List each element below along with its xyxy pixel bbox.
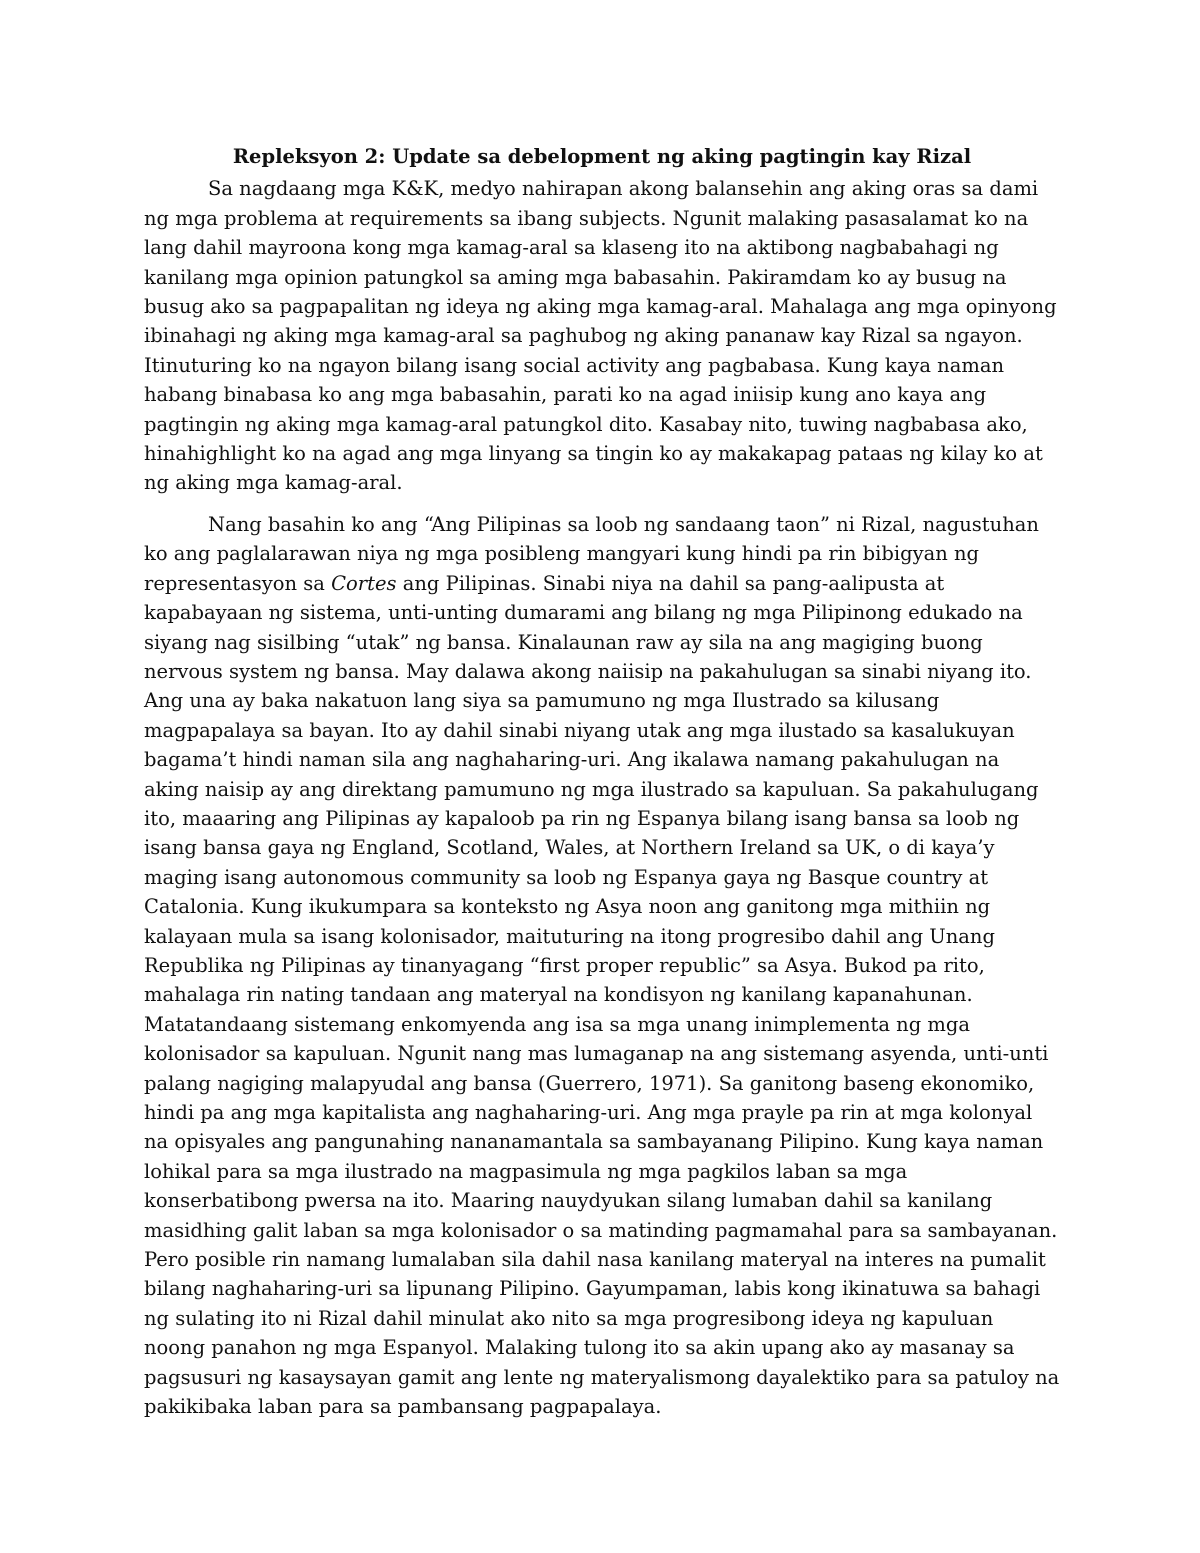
- paragraph-1: Sa nagdaang mga K&K, medyo nahirapan akong balansehin ang aking oras sa dami ng mga problema at requirements sa ibang subjects. Ngunit malaking pasasalamat ko na lang dahil mayroona kong mga kamag-aral sa klaseng ito na aktibong nagbabahagi ng kanilang mga opinion patungkol sa aming mga babasahin. Pakiramdam ko ay busug na busug ako sa pagpapalitan ng ideya ng aking mga kamag-aral. Mahalaga ang mga opinyong ibinahagi ng aking mga kamag-aral sa paghubog ng aking pananaw kay Rizal sa ngayon. Itinuturing ko na ngayon bilang isang social activity ang pagbabasa. Kung kaya naman habang binabasa ko ang mga babasahin, parati ko na agad iniisip kung ano kaya ang pagtingin ng aking mga kamag-aral patungkol dito. Kasabay nito, tuwing nagbabasa ako, hinahighlight ko na agad ang mga linyang sa tingin ko ay makakapag pataas ng kilay ko at ng aking mga kamag-aral.: [144, 177, 1057, 495]
- paragraph-2-italic-term: Cortes: [331, 571, 397, 595]
- paragraph-2-text-end: ang Pilipinas. Sinabi niya na dahil sa pang-aalipusta at kapabayaan ng sistema, unti-unting dumarami ang bilang ng mga Pilipinong edukado na siyang nag sisilbing “utak” ng bansa. Kinalaunan raw ay sila na ang magiging buong nervous system ng bansa. May dalawa akong naiisip na pakahulugan sa sinabi niyang ito. Ang una ay baka nakatuon lang siya sa pamumuno ng mga Ilustrado sa kilusang magpapalaya sa bayan. Ito ay dahil sinabi niyang utak ang mga ilustado sa kasalukuyan bagama’t hindi naman sila ang naghaharing-uri. Ang ikalawa namang pakahulugan na aking naisip ay ang direktang pamumuno ng mga ilustrado sa kapuluan. Sa pakahulugang ito, maaaring ang Pilipinas ay kapaloob pa rin ng Espanya bilang isang bansa sa loob ng isang bansa gaya ng England, Scotland, Wales, at Northern Ireland sa UK, o di kaya’y maging isang autonomous community sa loob ng Espanya gaya ng Basque country at Catalonia. Kung ikukumpara sa konteksto ng Asya noon ang ganitong mga mithiin ng kalayaan mula sa isang kolonisador, maituturing na itong progresibo dahil ang Unang Republika ng Pilipinas ay tinanyagang “first proper republic” sa Asya. Bukod pa rito, mahalaga rin nating tandaan ang materyal na kondisyon ng kanilang kapanahunan. Matatandaang sistemang enkomyenda ang isa sa mga unang inimplementa ng mga kolonisador sa kapuluan. Ngunit nang mas lumaganap na ang sistemang asyenda, unti-unti palang nagiging malapyudal ang bansa (Guerrero, 1971). Sa ganitong baseng ekonomiko, hindi pa ang mga kapitalista ang naghaharing-uri. Ang mga prayle pa rin at mga kolonyal na opisyales ang pangunahing nananamantala sa sambayanang Pilipino. Kung kaya naman lohikal para sa mga ilustrado na magpasimula ng mga pagkilos laban sa mga konserbatibong pwersa na ito. Maaring nauydyukan silang lumaban dahil sa kanilang masidhing galit laban sa mga kolonisador o sa matinding pagmamahal para sa sambayanan. Pero posible rin namang lumalaban sila dahil nasa kanilang materyal na interes na pumalit bilang naghaharing-uri sa lipunang Pilipino. Gayumpaman, labis kong ikinatuwa sa bahagi ng sulating ito ni Rizal dahil minulat ako nito sa mga progresibong ideya ng kapuluan noong panahon ng mga Espanyol. Malaking tulong ito sa akin upang ako ay masanay sa pagsusuri ng kasaysayan gamit ang lente ng materyalismong dayalektiko para sa patuloy na pakikibaka laban para sa pambansang pagpapalaya.: [144, 571, 1060, 1419]
- document-body: [144, 142, 1060, 1433]
- document-title: Repleksyon 2: Update sa debelopment ng aking pagtingin kay Rizal: [232, 145, 972, 168]
- paragraph-2-text-start: Nang basahin ko ang “Ang Pilipinas sa loob ng sandaang taon” ni Rizal, nagustuhan ko ang paglalarawan niya ng mga posibleng mangyari kung hindi pa rin bibigyan ng representasyon sa: [144, 512, 1039, 595]
- paragraph-2: [144, 510, 1060, 1422]
